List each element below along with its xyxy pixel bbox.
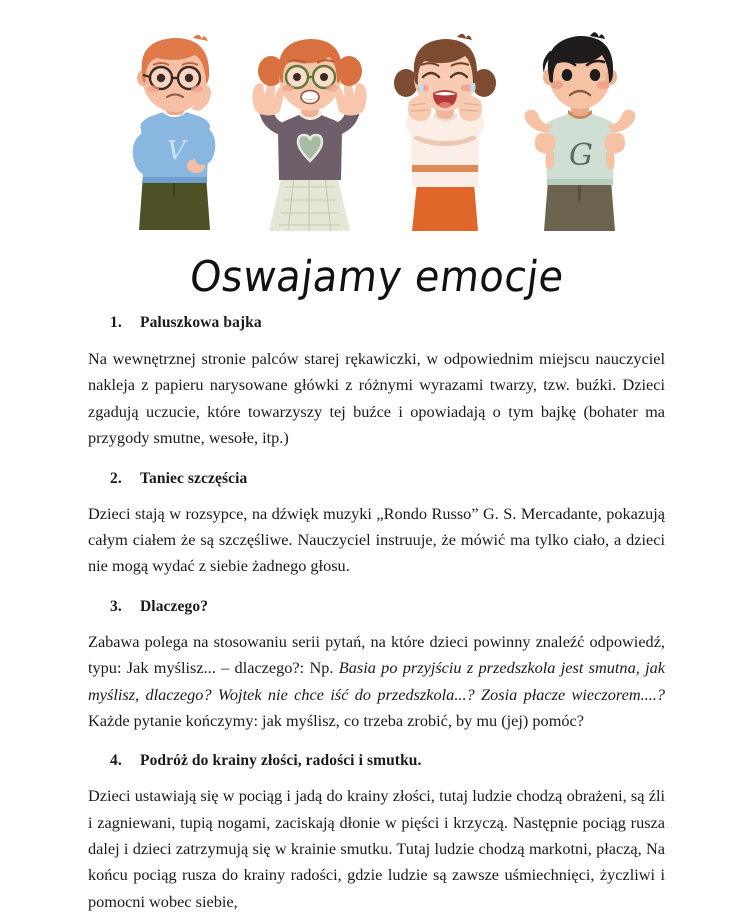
section-2-title: Taniec szczęścia — [140, 469, 248, 487]
section-3-heading — [88, 598, 665, 616]
section-3-paragraph — [88, 629, 665, 735]
character-girl-scared — [242, 25, 377, 240]
section-4-paragraph: Dzieci ustawiają się w pociąg i jadą do krainy złości, tutaj ludzie chodzą obrażeni, są źli i zagniewani, tupią nogami, zaciskają dłonie w pięści i krzyczą. Następnie pociąg rusza dalej i dzieci zatrzymują się w krainie smutku. Tutaj ludzie chodzą markotni, płaczą, Na końcu pociąg rusza do krainy radości, gdzie ludzie są zawsze uśmiechnięci, życzliwi i pomocni wobec siebie, — [88, 786, 665, 911]
section-4-heading — [88, 752, 665, 770]
character-boy-thinking — [107, 25, 242, 240]
section-3-tail: Każde pytanie kończymy: jak myślisz, co trzeba zrobić, by mu (jej) pomóc? — [88, 710, 584, 730]
section-4-title: Podróż do krainy złości, radości i smutku. — [140, 752, 422, 770]
shirt-letter-v: V — [166, 136, 186, 166]
shirt-letter-g: G — [568, 138, 593, 173]
section-1-paragraph: Na wewnętrznej stronie palców starej rękawiczki, w odpowiednim miejscu nauczyciel nakleja z papieru narysowane główki z różnymi wyrazami twarzy, tzw. buźki. Dzieci zgadują uczucie, które towarzyszy tej buźce i opowiadają o tym bajkę (bohater ma przygody smutne, wesołe, itp.) — [88, 349, 665, 448]
character-girl-crying — [377, 25, 512, 240]
section-3-lead: Zabawa polega na stosowaniu serii pytań, na które dzieci powinny znaleźć odpowiedź, typu: Jak myślisz... – dlaczego?: Np. — [88, 631, 665, 678]
section-1-number: 1. — [110, 314, 122, 331]
section-1-heading — [88, 314, 665, 332]
section-1 — [88, 314, 665, 452]
section-3-number: 3. — [110, 597, 122, 615]
document-content — [0, 314, 753, 915]
page-title-wrap — [0, 254, 753, 300]
page-title: Oswajamy emocje — [186, 252, 567, 302]
section-2-number: 2. — [110, 469, 122, 487]
section-4 — [88, 752, 665, 915]
character-boy-angry — [512, 25, 647, 240]
header-illustration — [0, 0, 753, 240]
section-2-heading — [88, 470, 665, 488]
section-3-title: Dlaczego? — [140, 597, 209, 615]
section-2 — [88, 470, 665, 580]
section-2-paragraph: Dzieci stają w rozsypce, na dźwięk muzyki „Rondo Russo” G. S. Mercadante, pokazują całym ciałem że są szczęśliwe. Nauczyciel instruuje, że mówić ma tylko ciało, a dzieci nie mogą wydać z siebie żadnego głosu. — [88, 503, 665, 576]
section-1-title: Paluszkowa bajka — [140, 314, 262, 331]
section-3 — [88, 598, 665, 735]
section-3-italic-examples: Basia po przyjściu z przedszkola jest smutna, jak myślisz, dlaczego? Wojtek nie chce iść do przedszkola...? Zosia płacze wieczorem....? — [88, 658, 665, 704]
section-4-number: 4. — [110, 752, 122, 770]
